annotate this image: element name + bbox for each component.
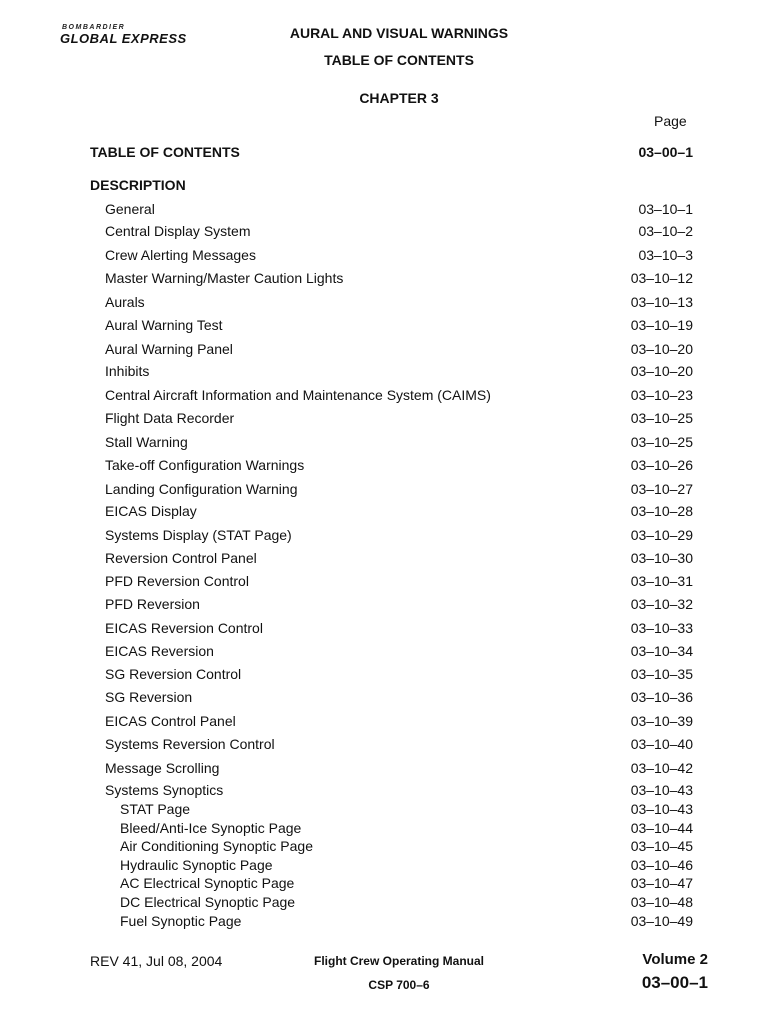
toc-entry[interactable] bbox=[90, 269, 693, 287]
toc-entry-title: General bbox=[105, 201, 155, 217]
toc-entry-page: 03–10–25 bbox=[630, 434, 693, 450]
toc-entry-title: Bleed/Anti-Ice Synoptic Page bbox=[120, 820, 302, 836]
toc-entry-page: 03–10–34 bbox=[630, 643, 693, 659]
footer-model: CSP 700–6 bbox=[368, 978, 430, 992]
toc-entry[interactable] bbox=[90, 409, 693, 427]
toc-entry-page: 03–10–27 bbox=[630, 481, 693, 497]
toc-entry-title: DC Electrical Synoptic Page bbox=[120, 894, 296, 910]
toc-entry-page: 03–10–44 bbox=[630, 820, 693, 836]
toc-entry-title: SG Reversion Control bbox=[105, 666, 242, 682]
toc-entry-title: Reversion Control Panel bbox=[105, 550, 257, 566]
toc-entry-page: 03–10–36 bbox=[630, 689, 693, 705]
toc-entry-page: 03–10–31 bbox=[630, 573, 693, 589]
toc-entry[interactable] bbox=[90, 781, 693, 799]
toc-entry[interactable] bbox=[90, 246, 693, 264]
toc-entry[interactable] bbox=[90, 362, 693, 380]
toc-entry-title: Fuel Synoptic Page bbox=[120, 913, 242, 929]
toc-entry-title: Stall Warning bbox=[105, 434, 188, 450]
toc-entry[interactable] bbox=[90, 619, 693, 637]
toc-entry-title: PFD Reversion bbox=[105, 596, 200, 612]
footer-revision: REV 41, Jul 08, 2004 bbox=[90, 953, 223, 969]
toc-entry[interactable] bbox=[90, 456, 693, 474]
toc-entry-page: 03–10–48 bbox=[630, 894, 693, 910]
footer-page-number: 03–00–1 bbox=[641, 973, 708, 992]
document-title: AURAL AND VISUAL WARNINGS bbox=[289, 25, 509, 41]
toc-entry-title: Systems Reversion Control bbox=[105, 736, 275, 752]
toc-entry-title: Take-off Configuration Warnings bbox=[105, 457, 305, 473]
toc-entry-page: 03–10–1 bbox=[638, 201, 693, 217]
toc-entry-title: EICAS Control Panel bbox=[105, 713, 236, 729]
toc-entry-page: 03–10–49 bbox=[630, 913, 693, 929]
document-subtitle: TABLE OF CONTENTS bbox=[324, 52, 474, 68]
toc-entry[interactable] bbox=[90, 642, 693, 660]
toc-entry-page: 03–10–3 bbox=[638, 247, 693, 263]
toc-entry[interactable] bbox=[90, 893, 693, 911]
toc-entry-page: 03–10–46 bbox=[630, 857, 693, 873]
chapter-heading: CHAPTER 3 bbox=[359, 90, 439, 106]
toc-entry-title: Hydraulic Synoptic Page bbox=[120, 857, 273, 873]
toc-entry[interactable] bbox=[90, 200, 693, 218]
logo-brand-main: GLOBAL EXPRESS bbox=[60, 31, 187, 46]
toc-entry-page: 03–10–20 bbox=[630, 341, 693, 357]
toc-entry-title: STAT Page bbox=[120, 801, 191, 817]
toc-entry[interactable] bbox=[90, 572, 693, 590]
toc-entry-page: 03–10–47 bbox=[630, 875, 693, 891]
page-column-label: Page bbox=[654, 113, 687, 129]
toc-entry-title: EICAS Display bbox=[105, 503, 197, 519]
toc-entry-title: Crew Alerting Messages bbox=[105, 247, 256, 263]
toc-entry-title: SG Reversion bbox=[105, 689, 193, 705]
toc-entry-page: 03–10–43 bbox=[630, 801, 693, 817]
toc-entry[interactable] bbox=[90, 856, 693, 874]
toc-entry[interactable] bbox=[90, 912, 693, 930]
toc-entry-title: DESCRIPTION bbox=[90, 177, 186, 193]
toc-entry[interactable] bbox=[90, 688, 693, 706]
toc-entry[interactable] bbox=[90, 176, 693, 194]
toc-entry-title: AC Electrical Synoptic Page bbox=[120, 875, 295, 891]
toc-entry-page: 03–10–13 bbox=[630, 294, 693, 310]
toc-entry-page: 03–10–28 bbox=[630, 503, 693, 519]
toc-entry-page: 03–10–19 bbox=[630, 317, 693, 333]
logo-brand-small: BOMBARDIER bbox=[62, 24, 126, 31]
toc-entry-page: 03–10–45 bbox=[630, 838, 693, 854]
toc-entry-page: 03–10–20 bbox=[630, 363, 693, 379]
toc-entry[interactable] bbox=[90, 293, 693, 311]
toc-entry-title: Message Scrolling bbox=[105, 760, 220, 776]
toc-entry-page: 03–10–12 bbox=[630, 270, 693, 286]
toc-entry[interactable] bbox=[90, 480, 693, 498]
toc-entry-page: 03–10–29 bbox=[630, 527, 693, 543]
toc-entry-title: Flight Data Recorder bbox=[105, 410, 235, 426]
toc-entry-page: 03–10–23 bbox=[630, 387, 693, 403]
toc-entry[interactable] bbox=[90, 340, 693, 358]
toc-entry[interactable] bbox=[90, 665, 693, 683]
footer-manual-title: Flight Crew Operating Manual bbox=[313, 954, 484, 968]
toc-entry-title: EICAS Reversion bbox=[105, 643, 214, 659]
toc-entry[interactable] bbox=[90, 819, 693, 837]
toc-entry-page: 03–10–35 bbox=[630, 666, 693, 682]
toc-entry[interactable] bbox=[90, 759, 693, 777]
toc-entry[interactable] bbox=[90, 874, 693, 892]
toc-entry-page: 03–10–43 bbox=[630, 782, 693, 798]
toc-entry[interactable] bbox=[90, 316, 693, 334]
toc-entry-page: 03–10–39 bbox=[630, 713, 693, 729]
toc-entry-title: Inhibits bbox=[105, 363, 150, 379]
toc-entry-title: TABLE OF CONTENTS bbox=[90, 144, 240, 160]
toc-entry-page: 03–10–32 bbox=[630, 596, 693, 612]
toc-entry[interactable] bbox=[90, 526, 693, 544]
toc-entry-title: PFD Reversion Control bbox=[105, 573, 249, 589]
toc-entry[interactable] bbox=[90, 433, 693, 451]
toc-entry-title: Aural Warning Panel bbox=[105, 341, 233, 357]
toc-entry-title: Aurals bbox=[105, 294, 145, 310]
toc-entry-title: Systems Synoptics bbox=[105, 782, 224, 798]
toc-entry[interactable] bbox=[90, 502, 693, 520]
toc-entry[interactable] bbox=[90, 595, 693, 613]
toc-entry-page: 03–10–42 bbox=[630, 760, 693, 776]
toc-entry[interactable] bbox=[90, 735, 693, 753]
toc-entry-page: 03–10–33 bbox=[630, 620, 693, 636]
toc-entry[interactable] bbox=[90, 549, 693, 567]
toc-entry-title: Landing Configuration Warning bbox=[105, 481, 298, 497]
toc-entry-page: 03–10–2 bbox=[638, 223, 693, 239]
toc-entry-page: 03–10–26 bbox=[630, 457, 693, 473]
toc-entry-title: Central Display System bbox=[105, 223, 251, 239]
toc-entry-title: Aural Warning Test bbox=[105, 317, 223, 333]
toc-entry-title: Air Conditioning Synoptic Page bbox=[120, 838, 314, 854]
toc-entry-title: EICAS Reversion Control bbox=[105, 620, 263, 636]
toc-entry-title: Master Warning/Master Caution Lights bbox=[105, 270, 344, 286]
footer-volume: Volume 2 bbox=[642, 951, 708, 968]
toc-entry[interactable] bbox=[90, 800, 693, 818]
toc-entry-title: Central Aircraft Information and Maintenance System (CAIMS) bbox=[105, 387, 491, 403]
toc-entry-page: 03–00–1 bbox=[638, 144, 693, 160]
toc-entry-title: Systems Display (STAT Page) bbox=[105, 527, 292, 543]
toc-entry[interactable] bbox=[90, 837, 693, 855]
toc-entry[interactable] bbox=[90, 222, 693, 240]
toc-entry[interactable] bbox=[90, 143, 693, 161]
toc-entry[interactable] bbox=[90, 712, 693, 730]
toc-entry[interactable] bbox=[90, 386, 693, 404]
toc-entry-page: 03–10–25 bbox=[630, 410, 693, 426]
toc-entry-page: 03–10–40 bbox=[630, 736, 693, 752]
toc-entry-page: 03–10–30 bbox=[630, 550, 693, 566]
